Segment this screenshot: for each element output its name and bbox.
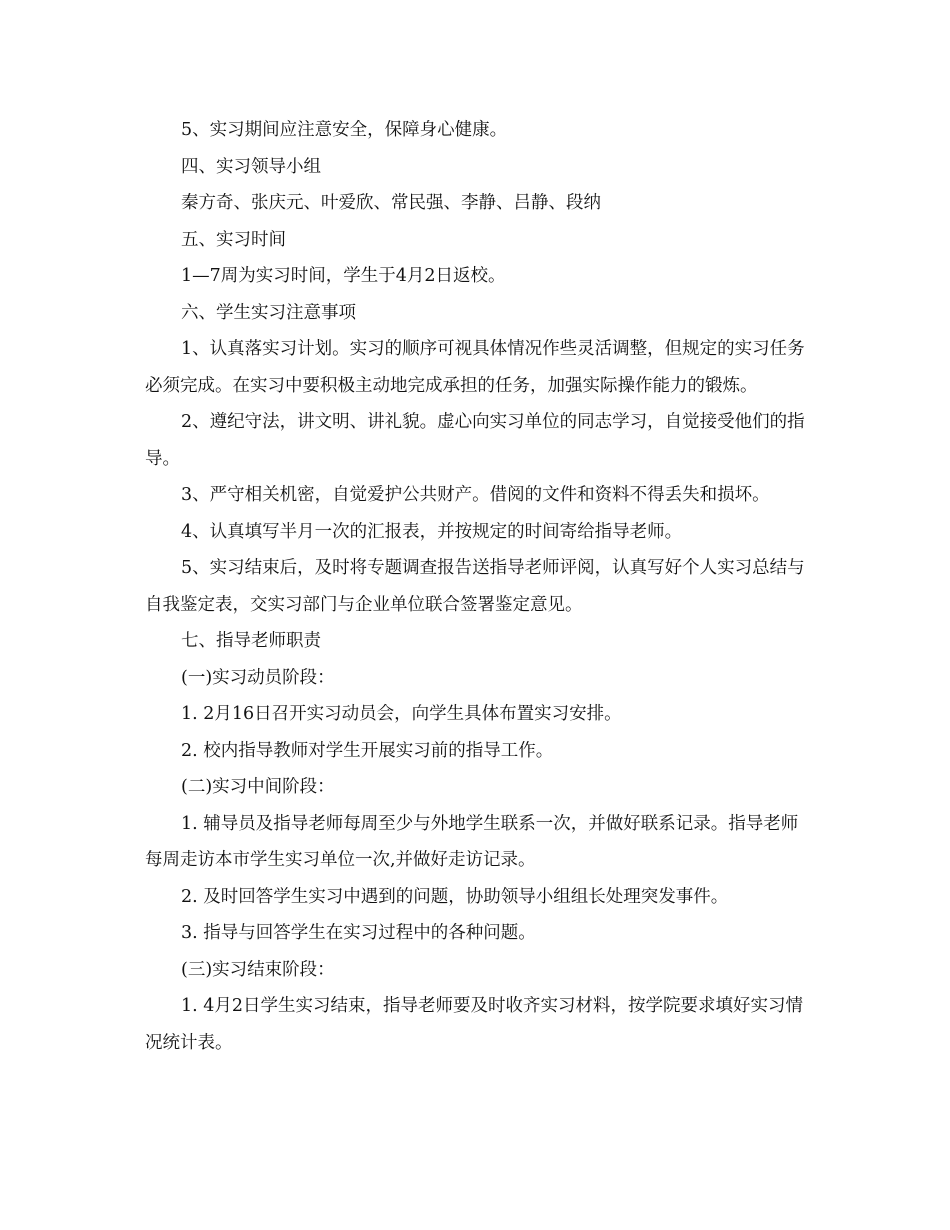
subheading-mobilization-stage: (一)实习动员阶段： [181,667,335,688]
paragraph-time-detail: 1—7周为实习时间，学生于4月2日返校。 [181,266,506,286]
paragraph-end-1: 1. 4月2日学生实习结束，指导老师要及时收齐实习材料，按学院要求填好实习情况统计表。 [145,996,804,1053]
paragraph-middle-2: 2. 及时回答学生实习中遇到的问题，协助领导小组组长处理突发事件。 [181,886,729,907]
paragraph-note-2: 2、遵纪守法，讲文明、讲礼貌。虚心向实习单位的同志学习，自觉接受他们的指导。 [145,412,805,469]
heading-student-notes: 六、学生实习注意事项 [181,302,356,323]
paragraph-group-members: 秦方奇、张庆元、叶爱欣、常民强、李静、吕静、段纳 [181,193,601,213]
paragraph-note-5: 5、实习结束后，及时将专题调查报告送指导老师评阅，认真写好个人实习总结与自我鉴定表，交实习部门与企业单位联合签署鉴定意见。 [145,558,805,615]
paragraph-mobilization-2: 2. 校内指导教师对学生开展实习前的指导工作。 [181,740,554,761]
heading-teacher-duties: 七、指导老师职责 [181,631,321,651]
paragraph-safety-note: 5、实习期间应注意安全，保障身心健康。 [181,120,508,140]
heading-leadership-group: 四、实习领导小组 [181,156,321,177]
subheading-end-stage: (三)实习结束阶段： [181,959,335,980]
heading-internship-time: 五、实习时间 [181,229,286,250]
paragraph-mobilization-1: 1. 2月16日召开实习动员会，向学生具体布置实习安排。 [181,704,622,724]
document-body [145,112,810,1061]
paragraph-note-3: 3、严守相关机密，自觉爱护公共财产。借阅的文件和资料不得丢失和损坏。 [181,485,770,505]
paragraph-middle-3: 3. 指导与回答学生在实习过程中的各种问题。 [181,923,536,943]
subheading-middle-stage: (二)实习中间阶段： [181,777,335,797]
paragraph-note-1: 1、认真落实习计划。实习的顺序可视具体情况作些灵活调整，但规定的实习任务必须完成。在实习中要积极主动地完成承担的任务，加强实际操作能力的锻炼。 [145,339,805,396]
paragraph-note-4: 4、认真填写半月一次的汇报表，并按规定的时间寄给指导老师。 [181,521,683,542]
paragraph-middle-1: 1. 辅导员及指导老师每周至少与外地学生联系一次，并做好联系记录。指导老师每周走访本市学生实习单位一次,并做好走访记录。 [145,813,799,870]
